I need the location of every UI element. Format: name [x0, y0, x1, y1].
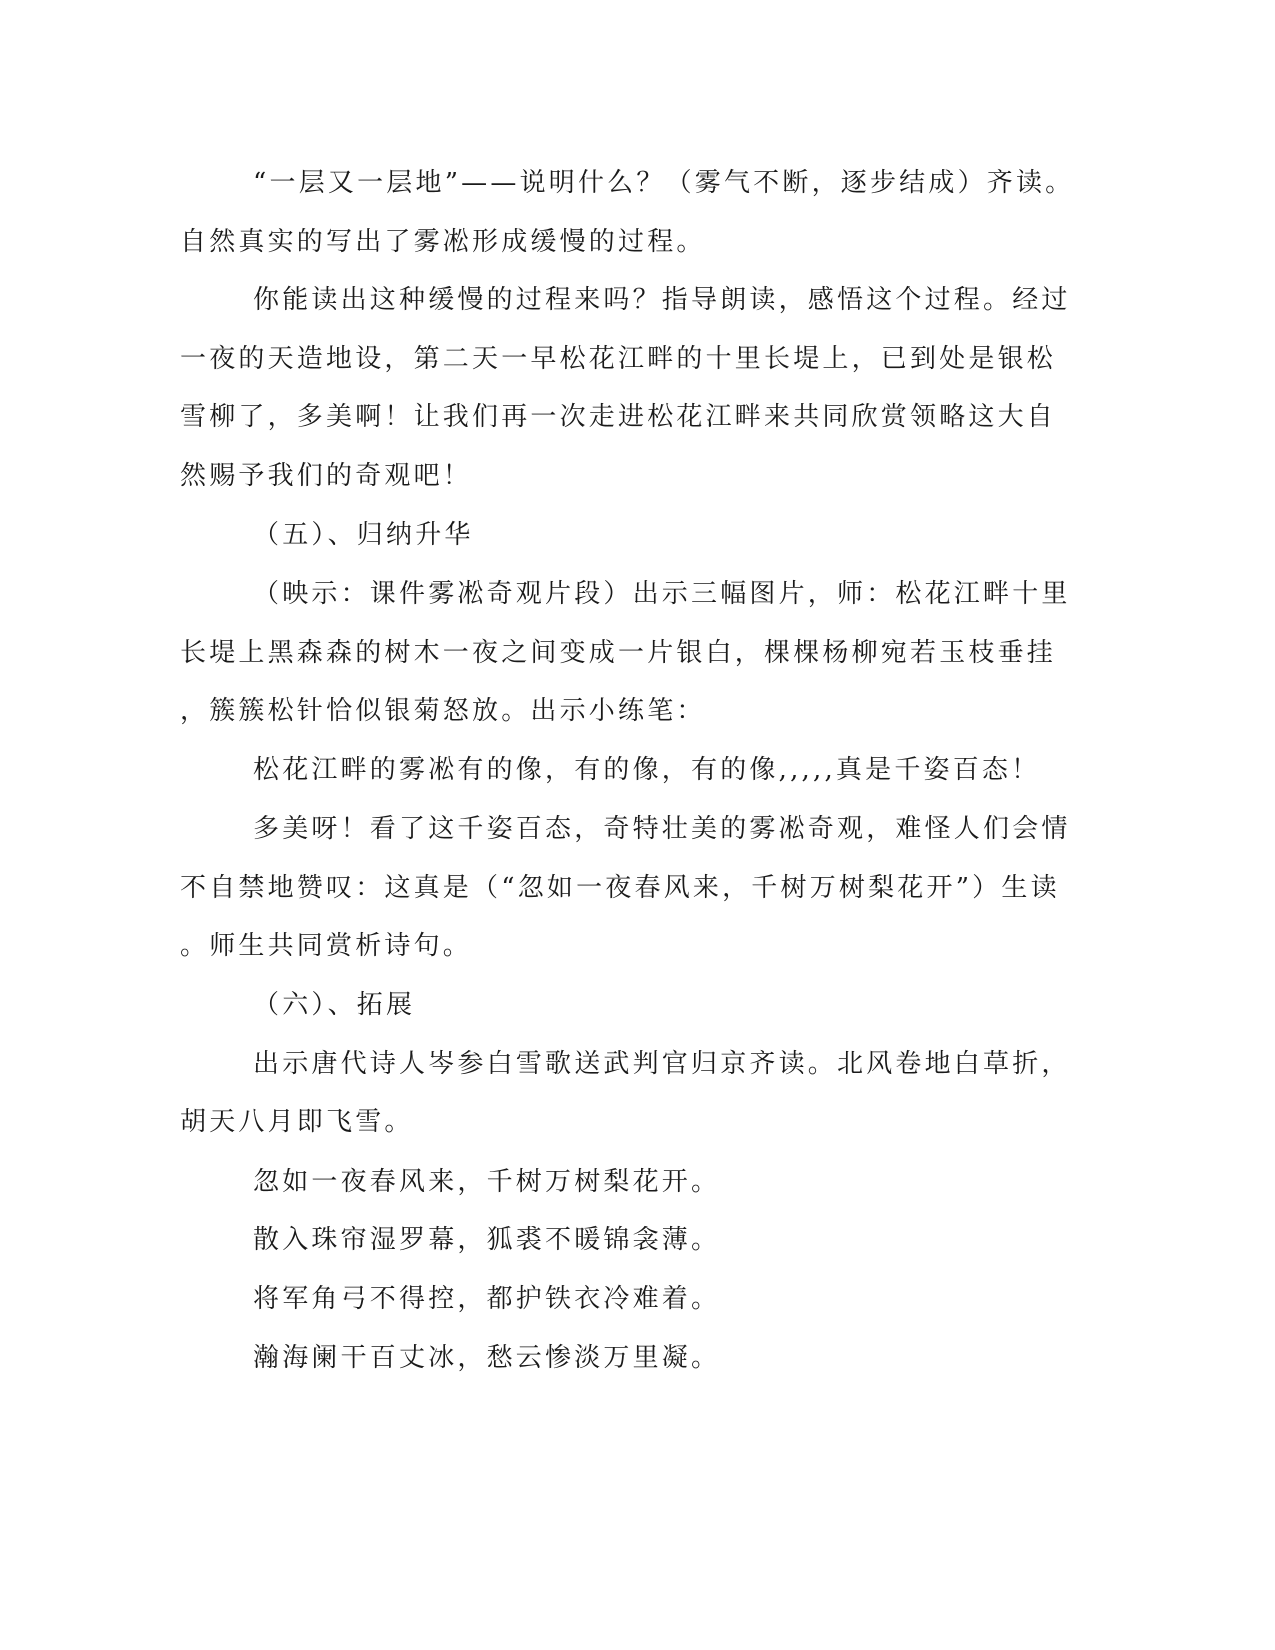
- poem-line: 将军角弓不得控，都护铁衣冷难着。: [253, 1284, 721, 1314]
- text-line: 多美呀！看了这千姿百态，奇特壮美的雾凇奇观，难怪人们会情: [253, 814, 1071, 844]
- poem-line: 忽如一夜春风来，千树万树梨花开。: [253, 1167, 721, 1197]
- text-line: 不自禁地赞叹：这真是（“忽如一夜春风来，千树万树梨花开”）生读: [180, 873, 1060, 903]
- text-line: 一夜的天造地设，第二天一早松花江畔的十里长堤上，已到处是银松: [180, 344, 1057, 374]
- text-line: 你能读出这种缓慢的过程来吗？指导朗读，感悟这个过程。经过: [253, 285, 1071, 315]
- text-line: 。师生共同赏析诗句。: [180, 931, 473, 961]
- text-line: 然赐予我们的奇观吧！: [180, 461, 473, 491]
- section-heading: （五）、归纳升华: [253, 520, 474, 550]
- text-line: 雪柳了，多美啊！让我们再一次走进松花江畔来共同欣赏领略这大自: [180, 402, 1057, 432]
- text-line: 出示唐代诗人岑参白雪歌送武判官归京齐读。北风卷地白草折，: [253, 1049, 1071, 1079]
- text-line: （映示：课件雾凇奇观片段）出示三幅图片，师：松花江畔十里: [253, 579, 1071, 609]
- text-line: 松花江畔的雾凇有的像，有的像，有的像,,,,,真是千姿百态！: [253, 755, 1041, 785]
- text-line: ，簇簇松针恰似银菊怒放。出示小练笔：: [180, 696, 706, 726]
- text-line: 自然真实的写出了雾凇形成缓慢的过程。: [180, 227, 706, 257]
- poem-line: 散入珠帘湿罗幕，狐裘不暖锦衾薄。: [253, 1225, 721, 1255]
- section-heading: （六）、拓展: [253, 990, 416, 1020]
- text-line: 胡天八月即飞雪。: [180, 1107, 414, 1137]
- poem-line: 瀚海阑干百丈冰，愁云惨淡万里凝。: [253, 1343, 721, 1373]
- text-line: 长堤上黑森森的树木一夜之间变成一片银白，棵棵杨柳宛若玉枝垂挂: [180, 638, 1057, 668]
- text-line: “一层又一层地”——说明什么？（雾气不断，逐步结成）齐读。: [253, 168, 1075, 198]
